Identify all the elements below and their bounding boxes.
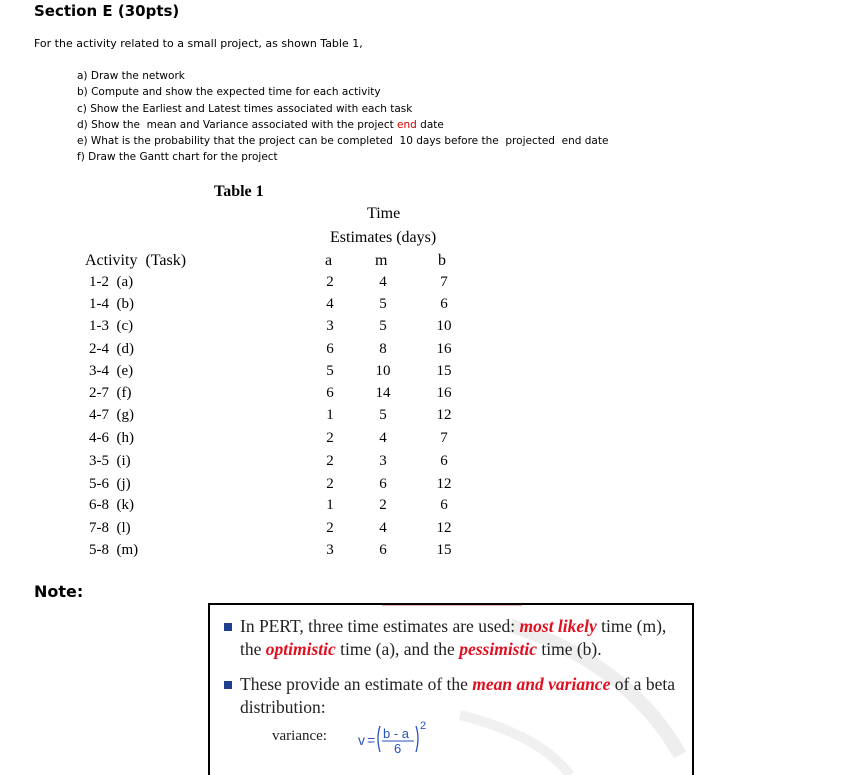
formula-right-paren xyxy=(416,726,418,752)
task-list xyxy=(77,68,608,166)
table-row xyxy=(0,497,863,519)
b-cell: 6 xyxy=(440,497,448,513)
b-cell: 7 xyxy=(440,430,448,446)
table-title: Table 1 xyxy=(214,183,264,200)
note-bullet-2-text xyxy=(240,673,690,719)
bullet1-part1: In PERT, three time estimates are used: xyxy=(240,616,520,636)
activity-cell: 5-8 (m) xyxy=(89,542,139,558)
bullet1-pessimistic: pessimistic xyxy=(459,639,537,659)
table-row xyxy=(0,274,863,296)
bullet1-most-likely: most likely xyxy=(519,616,597,636)
m-cell: 14 xyxy=(375,385,391,401)
col-b-header: b xyxy=(438,252,446,269)
table-row xyxy=(0,341,863,363)
b-cell: 7 xyxy=(440,274,448,290)
a-cell: 2 xyxy=(326,520,334,536)
task-item-e: e) What is the probability that the project can be completed 10 days before the projected end date xyxy=(77,135,609,148)
variance-label: variance: xyxy=(272,728,327,744)
task-d-tail: date xyxy=(416,118,444,131)
m-cell: 5 xyxy=(379,407,387,423)
a-cell: 2 xyxy=(326,476,334,492)
activity-cell: 2-7 (f) xyxy=(89,385,132,401)
bullet1-part2: time (m), the xyxy=(240,616,671,659)
m-cell: 4 xyxy=(379,274,387,290)
b-cell: 16 xyxy=(436,385,452,401)
task-item-f: f) Draw the Gantt chart for the project xyxy=(77,151,278,164)
table-row xyxy=(0,318,863,340)
m-cell: 6 xyxy=(379,542,387,558)
task-d-text: d) Show the mean and Variance associated with the project xyxy=(77,118,398,131)
activity-cell: 5-6 (j) xyxy=(89,476,131,492)
table-row xyxy=(0,296,863,318)
task-item-c: c) Show the Earliest and Latest times associated with each task xyxy=(77,102,413,115)
note-box xyxy=(208,603,694,775)
task-item-b: b) Compute and show the expected time for each activity xyxy=(77,86,381,99)
table-row xyxy=(0,385,863,407)
m-cell: 8 xyxy=(379,341,387,357)
activity-cell: 3-5 (i) xyxy=(89,453,131,469)
activity-cell: 1-2 (a) xyxy=(89,274,134,290)
b-cell: 10 xyxy=(436,318,452,334)
activity-header: Activity (Task) xyxy=(85,252,187,269)
a-cell: 5 xyxy=(326,363,334,379)
activity-cell: 4-7 (g) xyxy=(89,407,134,423)
b-cell: 12 xyxy=(436,476,452,492)
activity-cell: 7-8 (l) xyxy=(89,520,131,536)
a-cell: 2 xyxy=(326,274,334,290)
m-cell: 4 xyxy=(379,520,387,536)
m-cell: 4 xyxy=(379,430,387,446)
col-m-header: m xyxy=(375,252,388,269)
table-row xyxy=(0,476,863,498)
bullet2-part2: of a beta distribution: xyxy=(240,674,680,717)
a-cell: 1 xyxy=(326,407,334,423)
task-item-a: a) Draw the network xyxy=(77,70,185,82)
activity-cell: 2-4 (d) xyxy=(89,341,134,357)
formula-exponent: 2 xyxy=(420,720,427,732)
m-cell: 10 xyxy=(375,363,391,379)
col-a-header: a xyxy=(325,252,333,269)
a-cell: 6 xyxy=(326,385,334,401)
m-cell: 5 xyxy=(379,296,387,312)
time-header: Time xyxy=(367,205,401,222)
table-row xyxy=(0,430,863,452)
b-cell: 15 xyxy=(436,363,452,379)
task-item-d xyxy=(77,117,608,133)
bullet1-optimistic: optimistic xyxy=(265,639,336,659)
a-cell: 3 xyxy=(326,318,334,334)
formula-numerator: b - a xyxy=(383,726,410,741)
a-cell: 2 xyxy=(326,453,334,469)
estimates-header: Estimates (days) xyxy=(330,229,437,246)
a-cell: 1 xyxy=(326,497,334,513)
activity-cell: 4-6 (h) xyxy=(89,430,134,446)
a-cell: 2 xyxy=(326,430,334,446)
table-row xyxy=(0,407,863,429)
m-cell: 3 xyxy=(379,453,387,469)
a-cell: 6 xyxy=(326,341,334,357)
b-cell: 15 xyxy=(436,542,452,558)
activity-cell: 1-4 (b) xyxy=(89,296,134,312)
b-cell: 12 xyxy=(436,520,452,536)
m-cell: 5 xyxy=(379,318,387,334)
b-cell: 6 xyxy=(440,296,448,312)
a-cell: 4 xyxy=(326,296,334,312)
task-d-highlight: end xyxy=(397,118,417,131)
top-accent-mark xyxy=(382,603,522,606)
section-heading: Section E (30pts) xyxy=(34,2,180,20)
activity-cell: 3-4 (e) xyxy=(89,363,134,379)
formula-equals: = xyxy=(367,732,376,748)
formula-left-paren xyxy=(378,726,380,752)
note-label: Note: xyxy=(34,582,84,601)
m-cell: 6 xyxy=(379,476,387,492)
b-cell: 12 xyxy=(436,407,452,423)
bullet-square-icon xyxy=(224,681,232,689)
note-bullet-1-text xyxy=(240,615,690,661)
bullet2-mean-variance: mean and variance xyxy=(472,674,611,694)
formula-denominator: 6 xyxy=(394,741,402,756)
bullet-square-icon xyxy=(224,623,232,631)
m-cell: 2 xyxy=(379,497,387,513)
table-row xyxy=(0,453,863,475)
a-cell: 3 xyxy=(326,542,334,558)
activity-cell: 6-8 (k) xyxy=(89,497,134,513)
formula-v: v xyxy=(358,732,365,748)
variance-formula xyxy=(358,718,438,758)
bullet1-part4: time (b). xyxy=(536,639,602,659)
b-cell: 16 xyxy=(436,341,452,357)
activity-cell: 1-3 (c) xyxy=(89,318,134,334)
table-row xyxy=(0,363,863,385)
intro-text: For the activity related to a small project, as shown Table 1, xyxy=(34,37,363,50)
table-row xyxy=(0,542,863,564)
table-row xyxy=(0,520,863,542)
bullet2-part1: These provide an estimate of the xyxy=(240,674,473,694)
bullet1-part3: time (a), and the xyxy=(335,639,460,659)
b-cell: 6 xyxy=(440,453,448,469)
